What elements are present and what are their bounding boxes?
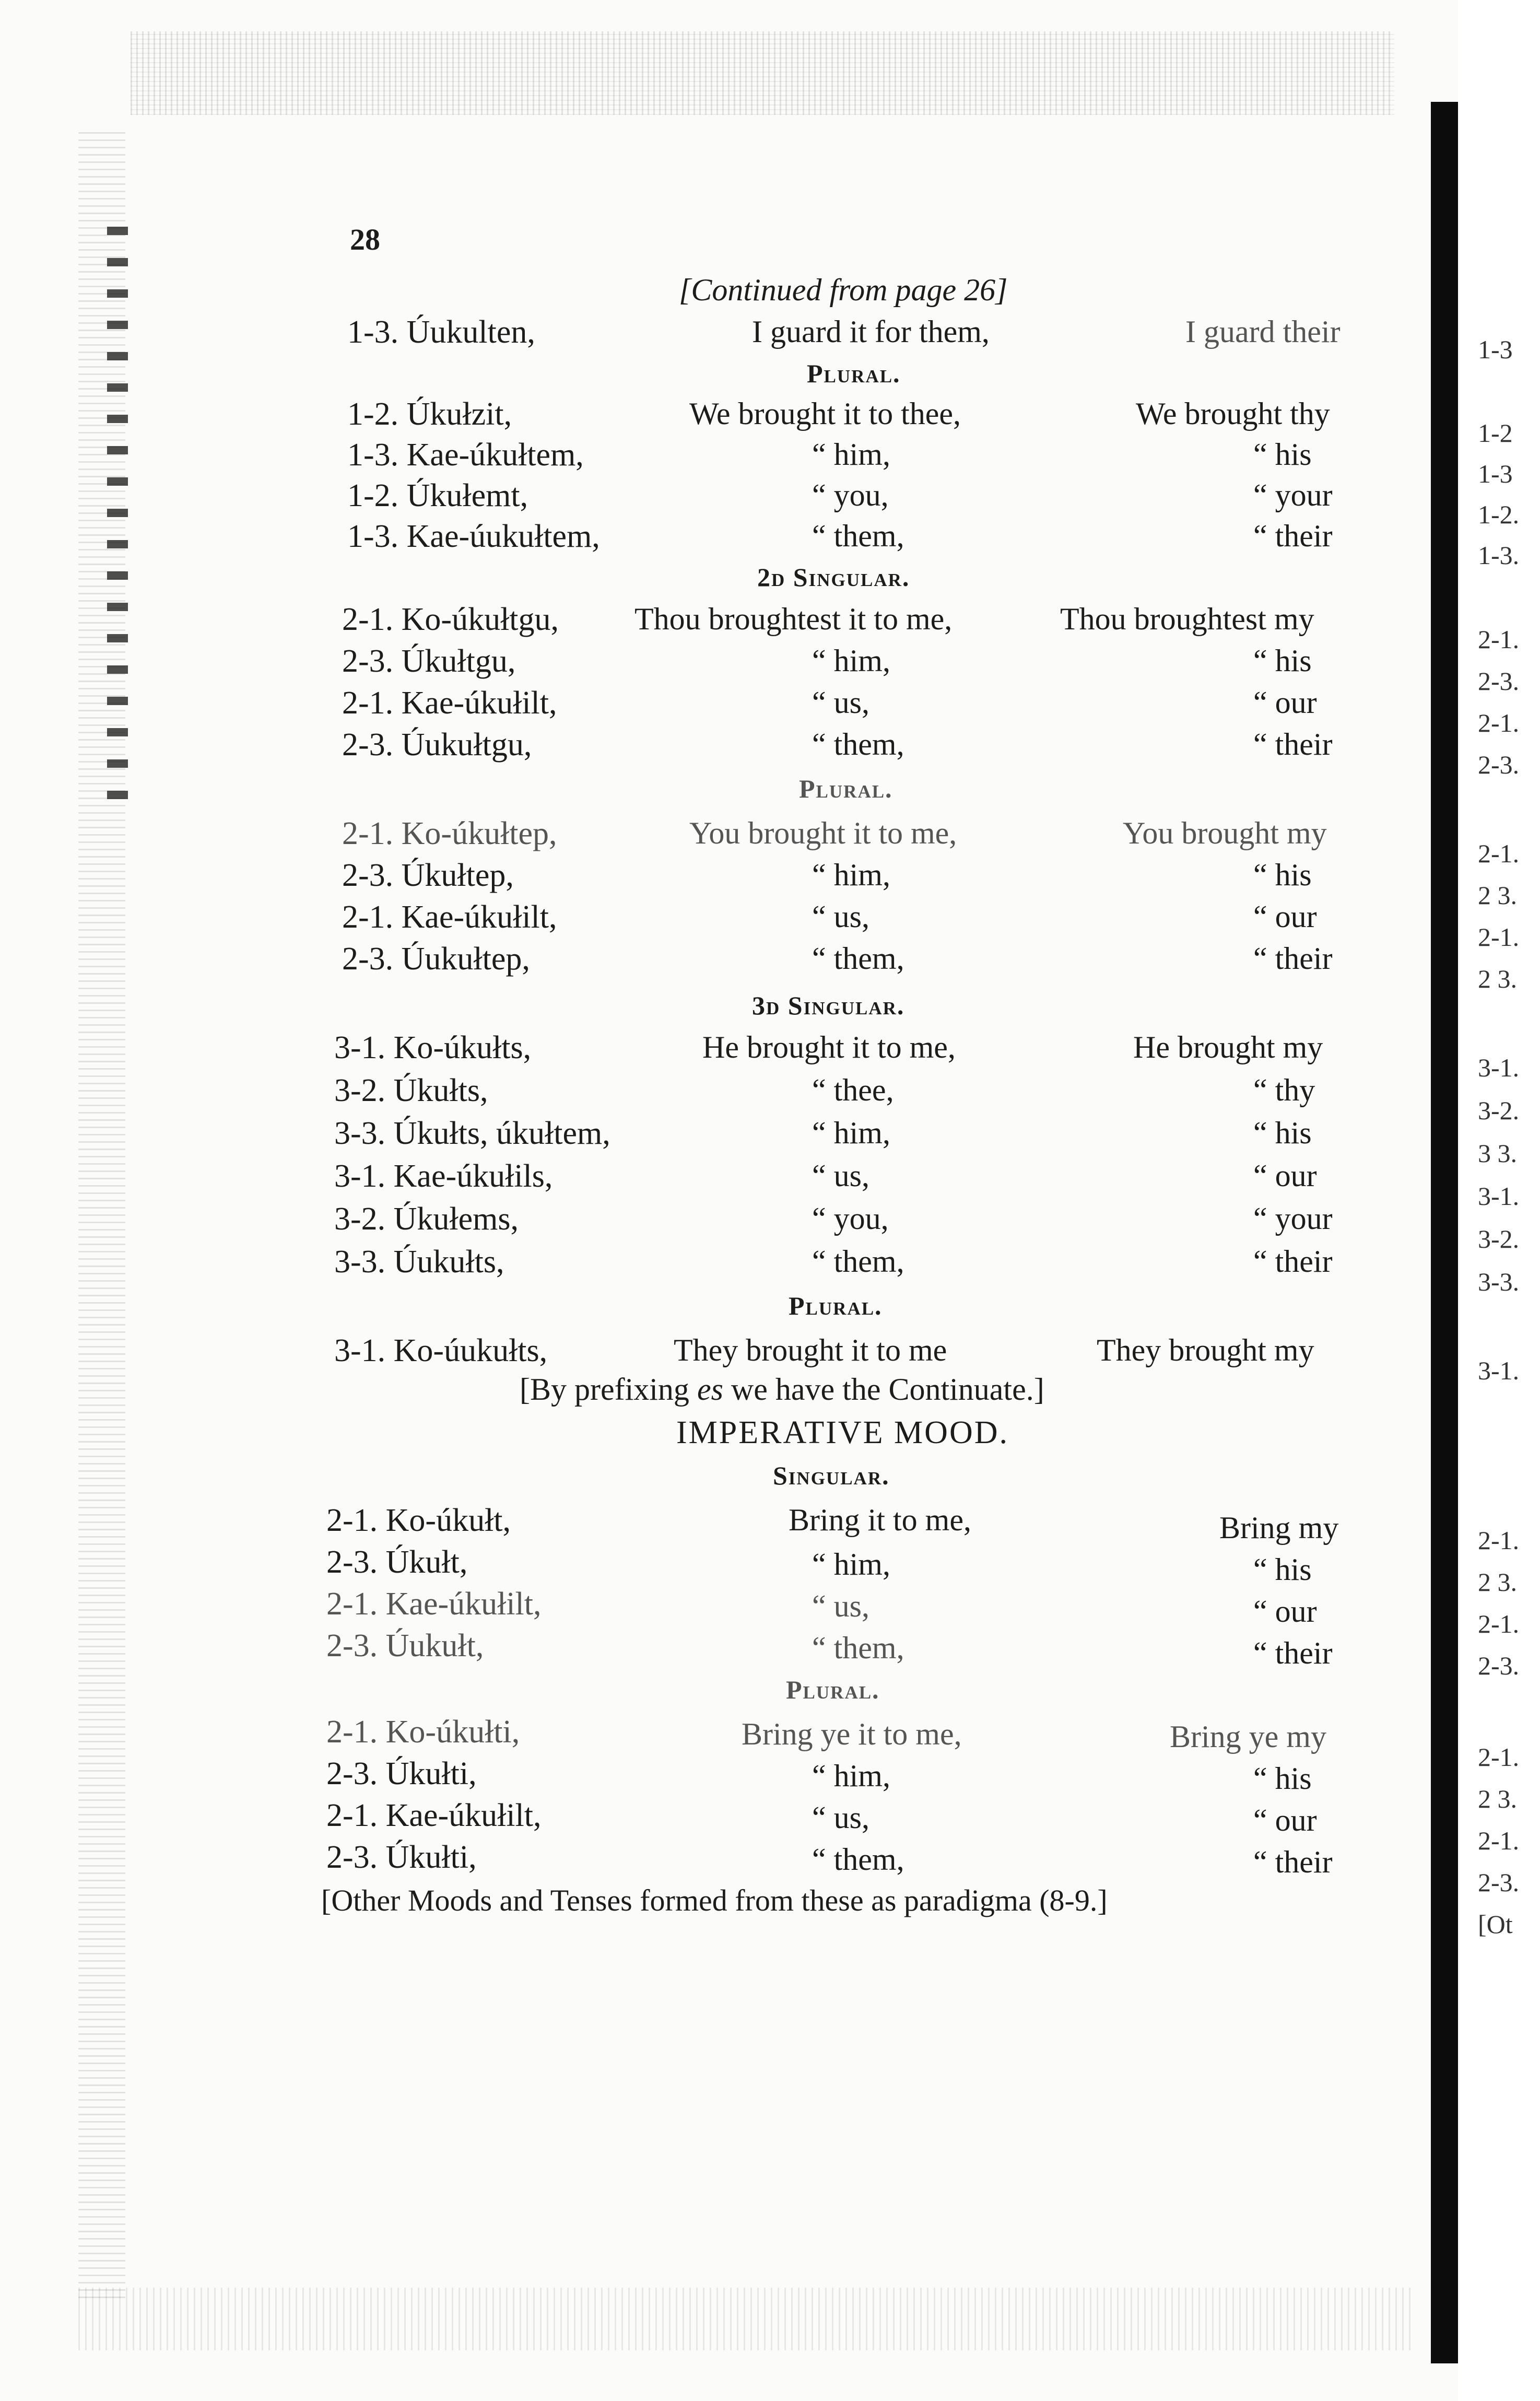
- adjacent-page-label: 1-3: [1478, 459, 1513, 488]
- adjacent-page-label: 3-1.: [1478, 1356, 1520, 1385]
- row-meaning: Thou broughtest it to me,: [634, 602, 953, 636]
- row-possessive: Bring my: [1219, 1510, 1339, 1545]
- continuate-note-term: es: [697, 1372, 723, 1407]
- row-meaning: He brought it to me,: [702, 1030, 956, 1064]
- row-meaning: “ us,: [812, 899, 869, 934]
- row-meaning: “ us,: [812, 1800, 869, 1835]
- row-form: 3-1. Ko-úkułts,: [334, 1030, 532, 1065]
- row-meaning: “ them,: [812, 519, 904, 553]
- adjacent-page-label: 3-3.: [1478, 1267, 1520, 1296]
- section-heading: Plural.: [807, 359, 901, 388]
- adjacent-page-label: 2-3.: [1478, 1868, 1520, 1897]
- row-form: 2-3. Úkułt,: [326, 1544, 468, 1580]
- continuate-note: [520, 1374, 1044, 1405]
- row-form: 3-2. Úkułems,: [334, 1201, 519, 1237]
- row-form: 2-3. Úkułtep,: [342, 858, 514, 893]
- row-form: 2-3. Úukułtep,: [342, 941, 530, 977]
- imperative-heading: IMPERATIVE MOOD.: [676, 1415, 1009, 1450]
- adjacent-page-label: 2-1.: [1478, 708, 1520, 737]
- section-heading: Singular.: [773, 1461, 890, 1490]
- row-meaning: “ them,: [812, 1244, 904, 1279]
- row-meaning: “ them,: [812, 1631, 904, 1665]
- adjacent-page-label: 3 3.: [1478, 1139, 1517, 1168]
- adjacent-page-label: 2-3.: [1478, 1651, 1520, 1680]
- scan-noise-bottom: [78, 2288, 1415, 2350]
- row-form: 2-1. Ko-úkułti,: [326, 1714, 520, 1750]
- footer-note: [Other Moods and Tenses formed from these as paradigma (8-9.]: [321, 1883, 1108, 1917]
- row-possessive: “ their: [1253, 727, 1333, 762]
- adjacent-page-label: 2 3.: [1478, 881, 1517, 910]
- row-meaning: “ us,: [812, 685, 869, 720]
- row-possessive: He brought my: [1133, 1030, 1323, 1064]
- row-possessive: “ his: [1253, 437, 1312, 472]
- row-form: 2-1. Kae-úkułilt,: [342, 899, 557, 935]
- page-spine-shadow: [1431, 102, 1458, 2363]
- row-meaning: “ you,: [812, 1201, 889, 1236]
- row-meaning: You brought it to me,: [689, 816, 957, 850]
- row-possessive: “ their: [1253, 941, 1333, 976]
- adjacent-page-label: [Ot: [1478, 1910, 1513, 1939]
- row-possessive: “ his: [1253, 1761, 1312, 1796]
- adjacent-page-label: 2-3.: [1478, 666, 1520, 696]
- adjacent-page-label: 1-2.: [1478, 500, 1520, 529]
- row-possessive: “ our: [1253, 899, 1317, 934]
- row-meaning: “ you,: [812, 478, 889, 512]
- row-meaning: “ them,: [812, 1842, 904, 1877]
- row-form: 2-1. Kae-úkułilt,: [326, 1798, 542, 1833]
- row-possessive: “ their: [1253, 1636, 1333, 1670]
- section-heading: 3d Singular.: [752, 991, 905, 1020]
- section-heading: Plural.: [799, 774, 893, 803]
- row-possessive: “ their: [1253, 519, 1333, 553]
- row-possessive: “ our: [1253, 1803, 1317, 1837]
- adjacent-page-label: 2-3.: [1478, 750, 1520, 779]
- row-meaning: “ him,: [812, 1759, 890, 1793]
- adjacent-page-label: 3-2.: [1478, 1096, 1520, 1125]
- row-meaning: “ us,: [812, 1589, 869, 1623]
- row-form: 2-3. Úukułtgu,: [342, 727, 532, 763]
- row-meaning: “ him,: [812, 1547, 890, 1582]
- row-possessive: “ his: [1253, 643, 1312, 678]
- row-possessive: We brought thy: [1136, 396, 1330, 431]
- section-heading: Plural.: [786, 1675, 880, 1704]
- row-meaning: “ him,: [812, 437, 890, 472]
- row-possessive: “ his: [1253, 858, 1312, 892]
- adjacent-page-label: 2 3.: [1478, 964, 1517, 993]
- row-form: 3-3. Úkułts, úkułtem,: [334, 1116, 610, 1151]
- row-form: 2-3. Úkułtgu,: [342, 643, 516, 679]
- adjacent-page-label: 2-1.: [1478, 1609, 1520, 1638]
- row-possessive: “ your: [1253, 1201, 1333, 1236]
- adjacent-page-label: 1-3.: [1478, 541, 1520, 570]
- scan-binding-marks: [107, 225, 128, 799]
- row-form: 1-2. Úkułemt,: [347, 478, 528, 513]
- row-form: 1-2. Úkułzit,: [347, 396, 512, 432]
- row-meaning: “ him,: [812, 643, 890, 678]
- adjacent-page-label: 2-1.: [1478, 1526, 1520, 1555]
- first-row-meaning: I guard it for them,: [752, 314, 990, 349]
- row-form: 3-3. Úukułts,: [334, 1244, 504, 1280]
- row-possessive: They brought my: [1097, 1333, 1314, 1367]
- row-meaning: They brought it to me: [674, 1333, 947, 1367]
- adjacent-page-label: 2-1.: [1478, 922, 1520, 952]
- row-possessive: Bring ye my: [1170, 1719, 1326, 1754]
- row-possessive: “ their: [1253, 1845, 1333, 1879]
- row-meaning: Bring ye it to me,: [742, 1717, 962, 1751]
- section-heading: Plural.: [789, 1291, 883, 1320]
- row-possessive: “ your: [1253, 478, 1333, 512]
- adjacent-page-label: 1-2: [1478, 418, 1513, 448]
- row-form: 1-3. Kae-úukułtem,: [347, 519, 600, 554]
- row-possessive: Thou broughtest my: [1060, 602, 1314, 636]
- row-form: 2-1. Kae-úkułilt,: [342, 685, 557, 721]
- row-form: 3-1. Kae-úkułils,: [334, 1158, 553, 1194]
- row-meaning: “ him,: [812, 858, 890, 892]
- row-possessive: “ his: [1253, 1552, 1312, 1587]
- adjacent-page-label: 2 3.: [1478, 1784, 1517, 1813]
- row-meaning: “ us,: [812, 1158, 869, 1193]
- adjacent-page-label: 3-2.: [1478, 1224, 1520, 1254]
- row-form: 2-1. Ko-úkułt,: [326, 1503, 511, 1538]
- section-heading: 2d Singular.: [757, 563, 910, 592]
- row-possessive: “ their: [1253, 1244, 1333, 1279]
- row-form: 1-3. Kae-úkułtem,: [347, 437, 584, 473]
- row-possessive: “ our: [1253, 1158, 1317, 1193]
- row-possessive: You brought my: [1123, 816, 1327, 850]
- continuate-note-after: we have the Continuate.]: [723, 1372, 1044, 1407]
- row-meaning: Bring it to me,: [789, 1503, 971, 1537]
- row-form: 2-3. Úkułti,: [326, 1756, 477, 1791]
- row-possessive: “ our: [1253, 1594, 1317, 1629]
- row-meaning: “ them,: [812, 727, 904, 762]
- adjacent-page-label: 2-1.: [1478, 839, 1520, 868]
- row-form: 3-2. Úkułts,: [334, 1073, 488, 1108]
- first-row-form: 1-3. Úukulten,: [347, 314, 535, 350]
- row-meaning: We brought it to thee,: [689, 396, 961, 431]
- row-possessive: “ his: [1253, 1116, 1312, 1150]
- continuate-note-before: [By prefixing: [520, 1372, 697, 1407]
- row-meaning: “ him,: [812, 1116, 890, 1150]
- row-form: 2-3. Úukułt,: [326, 1628, 484, 1664]
- adjacent-page-label: 2-1.: [1478, 1742, 1520, 1772]
- row-form: 2-1. Ko-úkułtep,: [342, 816, 557, 851]
- continued-note: [Continued from page 26]: [679, 273, 1008, 307]
- adjacent-page-label: 2-1.: [1478, 625, 1520, 654]
- row-form: 2-1. Ko-úkułtgu,: [342, 602, 559, 637]
- adjacent-page-label: 3-1.: [1478, 1181, 1520, 1211]
- row-form: 2-1. Kae-úkułilt,: [326, 1586, 542, 1622]
- row-form: 2-3. Úkułti,: [326, 1840, 477, 1875]
- row-possessive: “ our: [1253, 685, 1317, 720]
- adjacent-page-label: 2 3.: [1478, 1567, 1517, 1597]
- row-form: 3-1. Ko-úukułts,: [334, 1333, 548, 1368]
- row-meaning: “ them,: [812, 941, 904, 976]
- row-possessive: “ thy: [1253, 1073, 1315, 1107]
- first-row-possessive: I guard their: [1185, 314, 1341, 349]
- adjacent-page-label: 2-1.: [1478, 1826, 1520, 1855]
- scan-noise-top: [131, 31, 1394, 115]
- row-meaning: “ thee,: [812, 1073, 894, 1107]
- adjacent-page-label: 1-3: [1478, 335, 1513, 364]
- adjacent-page-label: 3-1.: [1478, 1053, 1520, 1082]
- page-number: 28: [350, 222, 380, 256]
